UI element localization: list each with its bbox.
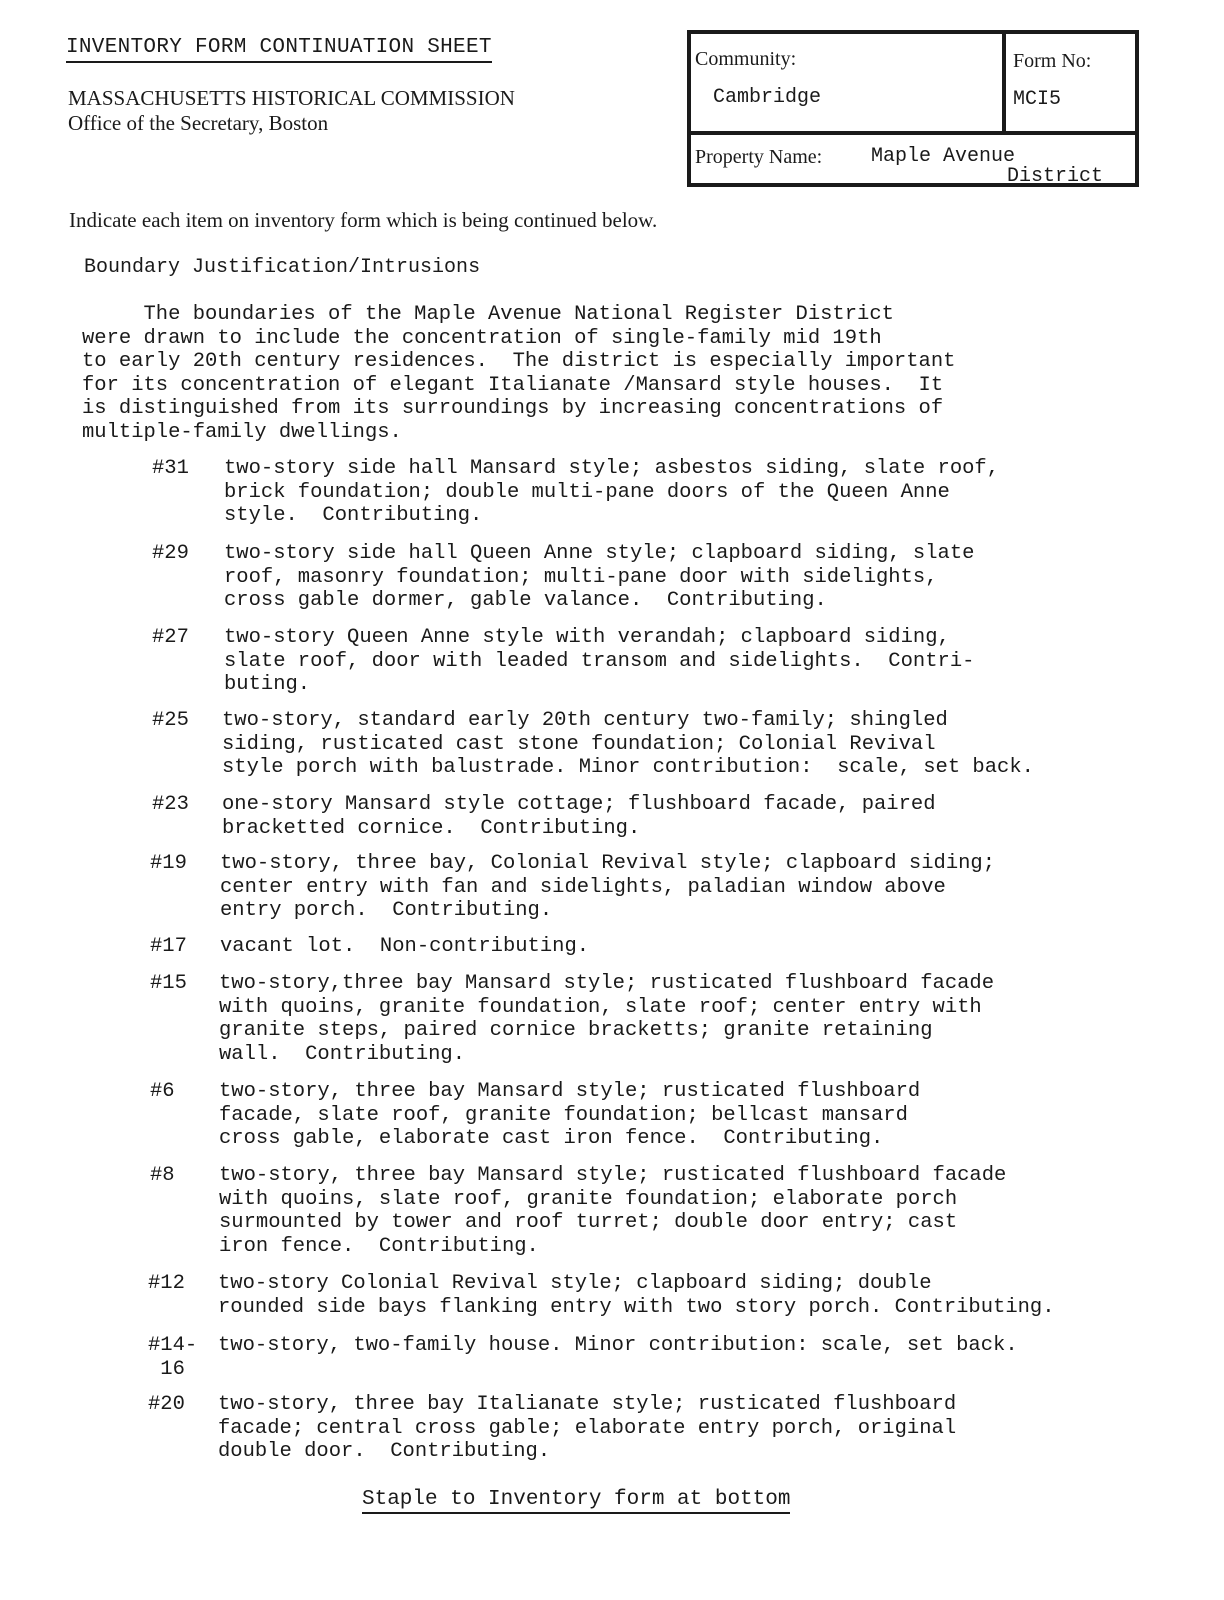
instruction-line: Indicate each item on inventory form which is being continued below. bbox=[69, 208, 658, 232]
property-entry-description: two-story side hall Queen Anne style; clapboard siding, slate roof, masonry foundation; multi-pane door with sidelights, cross gable dormer, gable valance. Contributing. bbox=[224, 542, 975, 613]
intro-paragraph: The boundaries of the Maple Avenue National Register District were drawn to include the concentration of single-family mid 19th to early 20th century residences. The district is especially important for its concentration of elegant Italianate /Mansard style houses. It is distinguished from its surroundings by increasing concentrations of multiple-family dwellings. bbox=[82, 303, 956, 444]
property-entry-number: #15 bbox=[150, 972, 187, 995]
property-entry-number: #31 bbox=[152, 457, 189, 480]
section-heading: Boundary Justification/Intrusions bbox=[84, 256, 481, 279]
commission-office: Office of the Secretary, Boston bbox=[68, 111, 329, 135]
property-entry-description: two-story side hall Mansard style; asbestos siding, slate roof, brick foundation; double multi-pane doors of the Queen Anne style. Contributing. bbox=[224, 457, 1000, 528]
property-entry-number: #14- 16 bbox=[148, 1334, 198, 1381]
community-label: Community: bbox=[695, 48, 797, 70]
box-divider-vertical bbox=[1002, 34, 1006, 131]
property-entry-number: #19 bbox=[150, 852, 187, 875]
header-info-box bbox=[687, 30, 1139, 187]
commission-name: MASSACHUSETTS HISTORICAL COMMISSION bbox=[68, 86, 515, 110]
form-title: INVENTORY FORM CONTINUATION SHEET bbox=[66, 36, 492, 63]
form-number-label: Form No: bbox=[1013, 50, 1092, 72]
property-name-label: Property Name: bbox=[695, 146, 823, 168]
property-entry-number: #27 bbox=[152, 626, 189, 649]
property-entry-description: vacant lot. Non-contributing. bbox=[220, 935, 590, 958]
box-divider-horizontal bbox=[691, 131, 1135, 135]
property-entry-number: #12 bbox=[148, 1272, 185, 1295]
property-entry-number: #17 bbox=[150, 935, 187, 958]
property-entry-number: #29 bbox=[152, 542, 189, 565]
footer-staple-note: Staple to Inventory form at bottom bbox=[362, 1488, 790, 1514]
property-entry-description: two-story, three bay Italianate style; rusticated flushboard facade; central cross gable; elaborate entry porch, original double door. Contributing. bbox=[218, 1393, 957, 1464]
property-name-value-line1: Maple Avenue bbox=[871, 145, 1016, 168]
property-entry-number: #25 bbox=[152, 709, 189, 732]
property-name-value-line2: District bbox=[1007, 165, 1104, 188]
community-value: Cambridge bbox=[713, 86, 822, 109]
property-entry-description: two-story, three bay Mansard style; rusticated flushboard facade, slate roof, granite foundation; bellcast mansard cross gable, elaborate cast iron fence. Contributing. bbox=[219, 1080, 921, 1151]
property-entry-description: one-story Mansard style cottage; flushboard facade, paired bracketted cornice. Contributing. bbox=[222, 793, 936, 840]
property-entry-description: two-story, three bay Mansard style; rusticated flushboard facade with quoins, slate roof, granite foundation; elaborate porch surmounted by tower and roof turret; double door entry; cast iron fence. Contributing. bbox=[219, 1164, 1007, 1258]
property-entry-description: two-story, two-family house. Minor contribution: scale, set back. bbox=[218, 1334, 1018, 1357]
property-entry-number: #8 bbox=[150, 1164, 175, 1187]
property-entry-number: #20 bbox=[148, 1393, 185, 1416]
property-entry-description: two-story Colonial Revival style; clapboard siding; double rounded side bays flanking entry with two story porch. Contributing. bbox=[218, 1272, 1055, 1319]
property-entry-description: two-story, standard early 20th century two-family; shingled siding, rusticated cast stone foundation; Colonial Revival style porch with balustrade. Minor contribution: scale, set back. bbox=[222, 709, 1034, 780]
property-entry-description: two-story, three bay, Colonial Revival style; clapboard siding; center entry with fan and sidelights, paladian window above entry porch. Contributing. bbox=[220, 852, 996, 923]
property-entry-description: two-story Queen Anne style with verandah; clapboard siding, slate roof, door with leaded transom and sidelights. Contri- buting. bbox=[224, 626, 975, 697]
property-entry-number: #23 bbox=[152, 793, 189, 816]
property-entry-number: #6 bbox=[150, 1080, 175, 1103]
property-entry-description: two-story,three bay Mansard style; rusticated flushboard facade with quoins, granite foundation, slate roof; center entry with granite steps, paired cornice bracketts; granite retaining wall. Contributing. bbox=[219, 972, 995, 1066]
form-number-value: MCI5 bbox=[1013, 88, 1062, 111]
